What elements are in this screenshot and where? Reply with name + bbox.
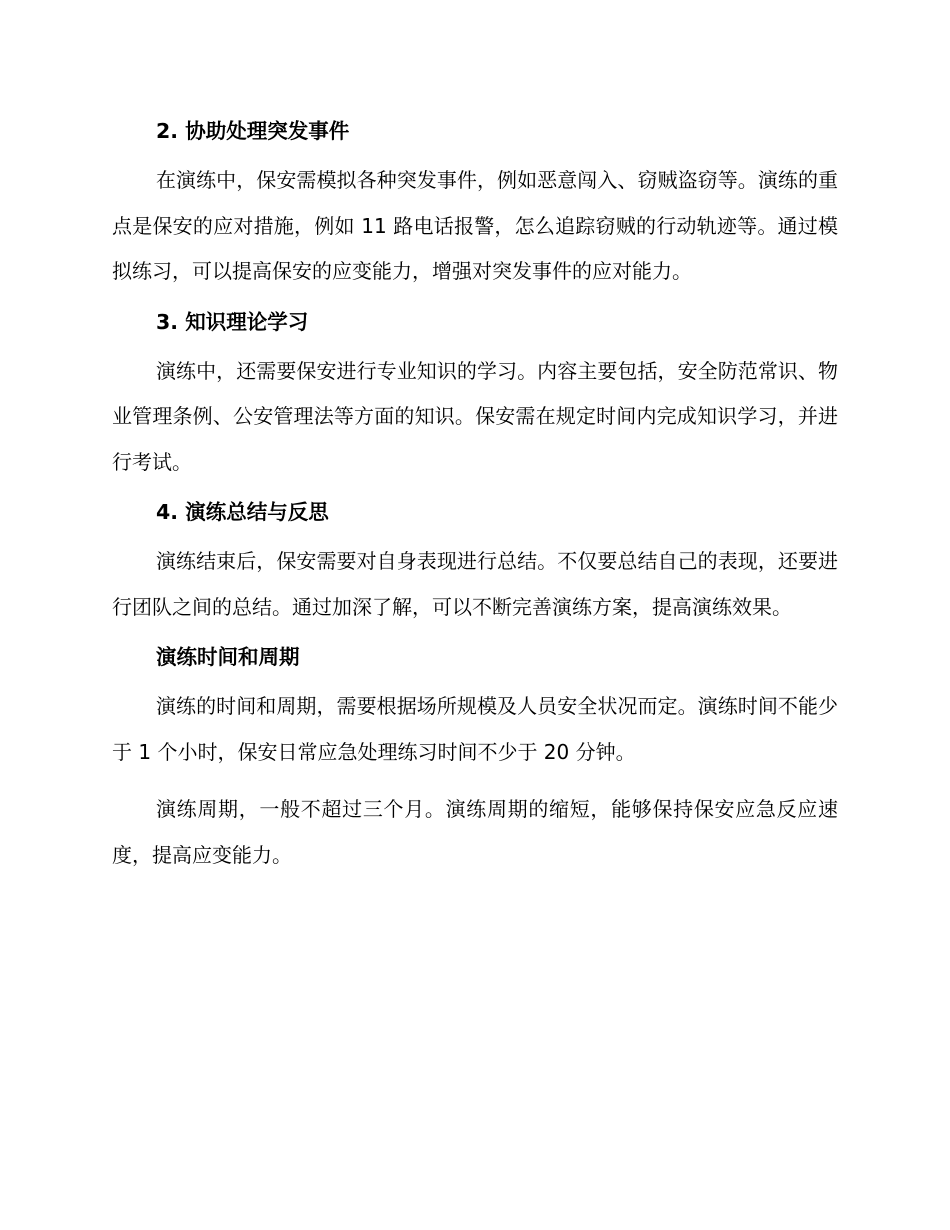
paragraph-emergency-handling: 在演练中，保安需模拟各种突发事件，例如恶意闯入、窃贼盗窃等。演练的重点是保安的应对措施，例如 11 路电话报警，怎么追踪窃贼的行动轨迹等。通过模拟练习，可以提高保安的应变能力，增强对突发事件的应对能力。 — [112, 168, 838, 283]
paragraph-cycle-requirement: 演练周期，一般不超过三个月。演练周期的缩短，能够保持保安应急反应速度，提高应变能力。 — [112, 797, 838, 867]
section-heading-summary-reflection: 4. 演练总结与反思 — [156, 500, 329, 524]
section-heading-knowledge-learning: 3. 知识理论学习 — [156, 309, 309, 334]
paragraph-knowledge-learning: 演练中，还需要保安进行专业知识的学习。内容主要包括，安全防范常识、物业管理条例、公安管理法等方面的知识。保安需在规定时间内完成知识学习，并进行考试。 — [112, 358, 838, 474]
section-heading-time-and-cycle: 演练时间和周期 — [156, 645, 300, 669]
paragraph-summary-reflection: 演练结束后，保安需要对自身表现进行总结。不仅要总结自己的表现，还要进行团队之间的总结。通过加深了解，可以不断完善演练方案，提高演练效果。 — [112, 549, 838, 619]
paragraph-time-requirement: 演练的时间和周期，需要根据场所规模及人员安全状况而定。演练时间不能少于 1 个小时，保安日常应急处理练习时间不少于 20 分钟。 — [112, 694, 838, 764]
section-heading-emergency-handling: 2. 协助处理突发事件 — [156, 119, 350, 143]
